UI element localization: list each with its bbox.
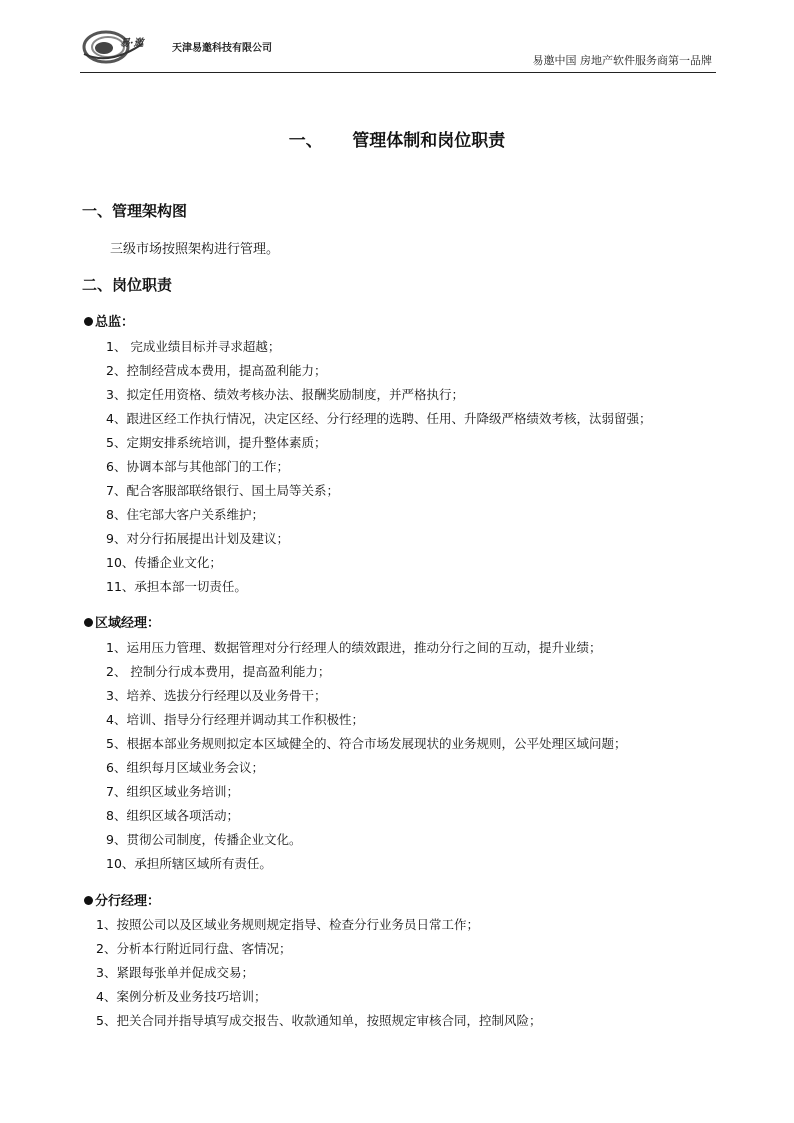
bullet-icon — [84, 896, 93, 905]
list-item: 5、把关合同并指导填写成交报告、收款通知单，按照规定审核合同，控制风险； — [96, 1013, 542, 1028]
list-item: 5、根据本部业务规则拟定本区域健全的、符合市场发展现状的业务规则，公平处理区域问题； — [106, 736, 627, 751]
list-item: 2、分析本行附近同行盘、客情况； — [96, 941, 292, 956]
director-duties-list — [106, 335, 651, 599]
area-manager-duties-list — [106, 636, 626, 876]
list-item: 8、住宅部大客户关系维护； — [106, 507, 264, 522]
bullet-icon — [84, 317, 93, 326]
header-slogan: 易邀中国 房地产软件服务商第一品牌 — [532, 54, 712, 67]
list-item: 7、组织区域业务培训； — [106, 784, 239, 799]
company-name: 天津易邀科技有限公司 — [172, 43, 272, 54]
list-item: 6、协调本部与其他部门的工作； — [106, 459, 289, 474]
list-item: 6、组织每月区域业务会议； — [106, 760, 264, 775]
list-item: 4、案例分析及业务技巧培训； — [96, 989, 267, 1004]
list-item: 2、控制经营成本费用，提高盈利能力； — [106, 363, 327, 378]
list-item: 9、对分行拓展提出计划及建议； — [106, 531, 289, 546]
section-paragraph: 三级市场按照架构进行管理。 — [110, 242, 280, 257]
list-item: 1、运用压力管理、数据管理对分行经理人的绩效跟进，推动分行之间的互动，提升业绩； — [106, 640, 602, 655]
list-item: 1、按照公司以及区域业务规则规定指导、检查分行业务员日常工作； — [96, 917, 479, 932]
branch-manager-duties-list — [96, 913, 541, 1033]
list-item: 10、承担所辖区域所有责任。 — [106, 856, 272, 871]
list-item: 8、组织区域各项活动； — [106, 808, 239, 823]
list-item: 3、拟定任用资格、绩效考核办法、报酬奖励制度，并严格执行； — [106, 387, 464, 402]
document-title: 一、 管理体制和岗位职责 — [288, 131, 506, 151]
list-item: 3、紧跟每张单并促成交易； — [96, 965, 254, 980]
section-heading-structure: 一、管理架构图 — [82, 202, 188, 220]
section-heading-duties: 二、岗位职责 — [82, 276, 173, 294]
role-heading-area-manager — [84, 612, 160, 631]
list-item: 5、定期安排系统培训，提升整体素质； — [106, 435, 327, 450]
list-item: 4、培训、指导分行经理并调动其工作积极性； — [106, 712, 364, 727]
bullet-icon — [84, 618, 93, 627]
logo-text: 易·邀 — [120, 38, 144, 49]
page-header — [80, 22, 716, 73]
list-item: 1、 完成业绩目标并寻求超越； — [106, 339, 281, 354]
role-heading-director — [84, 311, 134, 330]
list-item: 7、配合客服部联络银行、国土局等关系； — [106, 483, 339, 498]
role-heading-branch-manager — [84, 890, 160, 909]
list-item: 9、贯彻公司制度，传播企业文化。 — [106, 832, 302, 847]
list-item: 10、传播企业文化； — [106, 555, 222, 570]
role-name: 区域经理： — [95, 616, 161, 631]
list-item: 11、承担本部一切责任。 — [106, 579, 247, 594]
role-name: 总监： — [95, 315, 135, 330]
logo-swirl-icon — [80, 26, 172, 66]
list-item: 2、 控制分行成本费用，提高盈利能力； — [106, 664, 331, 679]
list-item: 4、跟进区经工作执行情况，决定区经、分行经理的选聘、任用、升降级严格绩效考核，汰弱留强； — [106, 411, 652, 426]
list-item: 3、培养、选拔分行经理以及业务骨干； — [106, 688, 327, 703]
role-name: 分行经理： — [95, 894, 161, 909]
